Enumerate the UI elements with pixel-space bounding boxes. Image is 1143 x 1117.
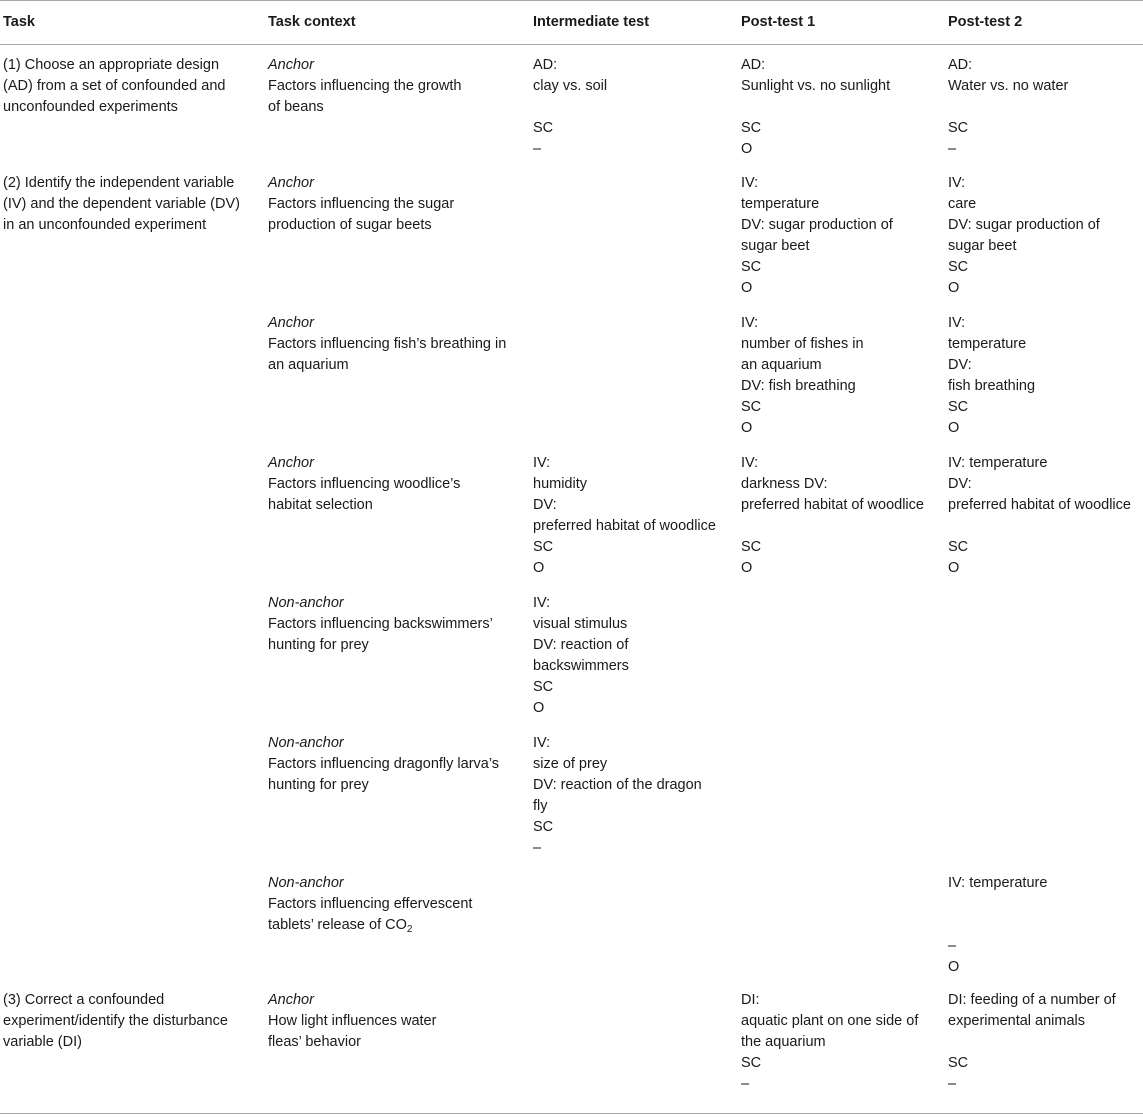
post-test-2-line — [948, 97, 1068, 118]
post-test-2-line: DV: sugar production of — [948, 217, 1100, 233]
cell-post-test-1 — [741, 313, 864, 439]
cell-post-test-2 — [948, 453, 1131, 579]
post-test-1-line: sugar beet — [741, 238, 810, 254]
cell-task — [3, 173, 240, 236]
post-test-2-line: IV: temperature — [948, 875, 1048, 891]
cell-post-test-2 — [948, 313, 1035, 439]
context-line — [268, 495, 460, 516]
intermediate-test-line: DV: reaction of the dragon — [533, 777, 702, 793]
cell-task-context — [268, 593, 493, 656]
context-line — [268, 97, 461, 118]
context-line — [268, 775, 499, 796]
header-post-test-1: Post-test 1 — [741, 14, 816, 30]
context-text: Factors influencing the growth — [268, 78, 462, 94]
intermediate-test-line: – — [533, 141, 542, 157]
task-line: in an unconfounded experiment — [3, 217, 207, 233]
post-test-2-line: Water vs. no water — [948, 78, 1069, 94]
post-test-1-line: darkness DV: — [741, 476, 828, 492]
post-test-2-line — [948, 1032, 1116, 1053]
intermediate-test-line: IV: — [533, 455, 551, 471]
context-text: Factors influencing dragonfly larva’s — [268, 756, 500, 772]
cell-post-test-2 — [948, 873, 1047, 978]
cell-task-context — [268, 990, 436, 1053]
post-test-2-line: – — [948, 938, 957, 954]
cell-intermediate-test — [533, 593, 629, 719]
header-task-context: Task context — [268, 14, 356, 30]
post-test-2-line: O — [948, 959, 960, 975]
context-line — [268, 334, 506, 355]
intermediate-test-line: O — [533, 700, 545, 716]
post-test-2-line: IV: — [948, 315, 966, 331]
intermediate-test-line: SC — [533, 679, 554, 695]
post-test-1-line — [741, 97, 890, 118]
cell-intermediate-test — [533, 733, 702, 859]
intermediate-test-line: DV: reaction of — [533, 637, 629, 653]
context-text: fleas’ behavior — [268, 1034, 361, 1050]
post-test-2-line — [948, 915, 1047, 936]
cell-task-context — [268, 173, 454, 236]
context-text: Factors influencing woodlice’s — [268, 476, 461, 492]
context-text: habitat selection — [268, 497, 373, 513]
context-line — [268, 894, 472, 915]
post-test-1-line: IV: — [741, 315, 759, 331]
context-text: Factors influencing the sugar — [268, 196, 455, 212]
post-test-1-line: AD: — [741, 57, 766, 73]
context-text: How light influences water — [268, 1013, 437, 1029]
context-text: Factors influencing effervescent — [268, 896, 473, 912]
task-line: (AD) from a set of confounded and — [3, 78, 226, 94]
cell-task-context — [268, 313, 506, 376]
post-test-1-line: O — [741, 560, 753, 576]
context-text: tablets’ release of CO — [268, 917, 407, 933]
post-test-2-line: SC — [948, 1055, 969, 1071]
post-test-1-line: DI: — [741, 992, 760, 1008]
task-line: variable (DI) — [3, 1034, 82, 1050]
intermediate-test-line: IV: — [533, 735, 551, 751]
post-test-1-line: IV: — [741, 175, 759, 191]
post-test-1-line: temperature — [741, 196, 820, 212]
post-test-2-line: SC — [948, 399, 969, 415]
post-test-1-line: O — [741, 420, 753, 436]
context-line — [268, 355, 506, 376]
table-bottom-rule — [0, 1113, 1143, 1114]
cell-post-test-2 — [948, 173, 1100, 299]
intermediate-test-line: humidity — [533, 476, 587, 492]
post-test-2-line: sugar beet — [948, 238, 1017, 254]
task-line: (IV) and the dependent variable (DV) — [3, 196, 240, 212]
post-test-1-line: Sunlight vs. no sunlight — [741, 78, 891, 94]
post-test-1-line: SC — [741, 399, 762, 415]
context-text: Factors influencing backswimmers’ — [268, 616, 493, 632]
post-test-1-line: SC — [741, 1055, 762, 1071]
context-line — [268, 474, 460, 495]
cell-post-test-2 — [948, 990, 1116, 1095]
post-test-2-line: – — [948, 141, 957, 157]
context-line — [268, 754, 499, 775]
context-anchor-label: Anchor — [268, 455, 314, 471]
table-top-rule — [0, 0, 1143, 1]
task-line: experiment/identify the disturbance — [3, 1013, 228, 1029]
post-test-1-line — [741, 516, 924, 537]
post-test-2-line: O — [948, 560, 960, 576]
post-test-1-line: an aquarium — [741, 357, 822, 373]
post-test-1-line: O — [741, 280, 753, 296]
post-test-2-line: AD: — [948, 57, 973, 73]
post-test-2-line: temperature — [948, 336, 1027, 352]
context-line — [268, 76, 461, 97]
context-line — [268, 1032, 436, 1053]
cell-post-test-1 — [741, 55, 890, 160]
post-test-2-line: care — [948, 196, 977, 212]
intermediate-test-line: clay vs. soil — [533, 78, 608, 94]
intermediate-test-line: preferred habitat of woodlice — [533, 518, 716, 534]
post-test-1-line: number of fishes in — [741, 336, 864, 352]
post-test-1-line: SC — [741, 539, 762, 555]
cell-post-test-1 — [741, 453, 924, 579]
intermediate-test-line — [533, 97, 607, 118]
cell-post-test-2 — [948, 55, 1068, 160]
context-anchor-label: Non-anchor — [268, 875, 344, 891]
context-anchor-label: Anchor — [268, 315, 314, 331]
cell-post-test-1 — [741, 173, 893, 299]
post-test-1-line: SC — [741, 259, 762, 275]
cell-task-context — [268, 453, 460, 516]
post-test-2-line: experimental animals — [948, 1013, 1086, 1029]
post-test-1-line: DV: sugar production of — [741, 217, 893, 233]
context-text: hunting for prey — [268, 777, 369, 793]
intermediate-test-line: fly — [533, 798, 548, 814]
header-intermediate-test: Intermediate test — [533, 14, 650, 30]
post-test-2-line: preferred habitat of woodlice — [948, 497, 1131, 513]
post-test-2-line: fish breathing — [948, 378, 1036, 394]
co2-subscript: 2 — [406, 924, 413, 935]
context-line — [268, 635, 493, 656]
post-test-1-line: – — [741, 1076, 750, 1092]
context-line — [268, 194, 454, 215]
post-test-1-line: preferred habitat of woodlice — [741, 497, 924, 513]
post-test-2-line: IV: temperature — [948, 455, 1048, 471]
context-anchor-label: Anchor — [268, 992, 314, 1008]
context-text: an aquarium — [268, 357, 349, 373]
post-test-2-line: – — [948, 1076, 957, 1092]
post-test-2-line — [948, 516, 1131, 537]
post-test-2-line: SC — [948, 120, 969, 136]
cell-intermediate-test — [533, 55, 607, 160]
intermediate-test-line: – — [533, 840, 542, 856]
post-test-2-line: DI: feeding of a number of — [948, 992, 1116, 1008]
context-text: of beans — [268, 99, 324, 115]
cell-task-context — [268, 55, 461, 118]
post-test-2-line: DV: — [948, 476, 972, 492]
intermediate-test-line: size of prey — [533, 756, 608, 772]
post-test-1-line: the aquarium — [741, 1034, 826, 1050]
context-text: hunting for prey — [268, 637, 369, 653]
intermediate-test-line: IV: — [533, 595, 551, 611]
intermediate-test-line: AD: — [533, 57, 558, 73]
intermediate-test-line: DV: — [533, 497, 557, 513]
intermediate-test-line: SC — [533, 539, 554, 555]
task-line: unconfounded experiments — [3, 99, 178, 115]
post-test-2-line — [948, 894, 1047, 915]
intermediate-test-line: SC — [533, 120, 554, 136]
cell-intermediate-test — [533, 453, 716, 579]
cell-task — [3, 990, 228, 1053]
context-anchor-label: Anchor — [268, 175, 314, 191]
context-line — [268, 915, 472, 936]
cell-task-context — [268, 733, 499, 796]
post-test-2-line: SC — [948, 259, 969, 275]
context-text: production of sugar beets — [268, 217, 432, 233]
task-line: (3) Correct a confounded — [3, 992, 165, 1008]
post-test-2-line: SC — [948, 539, 969, 555]
intermediate-test-line: visual stimulus — [533, 616, 628, 632]
task-line: (1) Choose an appropriate design — [3, 57, 220, 73]
context-anchor-label: Non-anchor — [268, 735, 344, 751]
context-line — [268, 215, 454, 236]
intermediate-test-line: SC — [533, 819, 554, 835]
post-test-2-line: O — [948, 420, 960, 436]
intermediate-test-line: O — [533, 560, 545, 576]
post-test-2-line: IV: — [948, 175, 966, 191]
post-test-2-line: DV: — [948, 357, 972, 373]
task-line: (2) Identify the independent variable — [3, 175, 235, 191]
post-test-1-line: aquatic plant on one side of — [741, 1013, 919, 1029]
cell-task — [3, 55, 225, 118]
intermediate-test-line: backswimmers — [533, 658, 629, 674]
context-anchor-label: Anchor — [268, 57, 314, 73]
post-test-1-line: IV: — [741, 455, 759, 471]
header-post-test-2: Post-test 2 — [948, 14, 1023, 30]
post-test-1-line: O — [741, 141, 753, 157]
context-text: Factors influencing fish’s breathing in — [268, 336, 507, 352]
context-line — [268, 1011, 436, 1032]
post-test-1-line: DV: fish breathing — [741, 378, 856, 394]
context-line — [268, 614, 493, 635]
context-anchor-label: Non-anchor — [268, 595, 344, 611]
post-test-2-line: O — [948, 280, 960, 296]
cell-post-test-1 — [741, 990, 918, 1095]
post-test-1-line: SC — [741, 120, 762, 136]
header-rule — [0, 44, 1143, 45]
header-task: Task — [3, 14, 35, 30]
cell-task-context — [268, 873, 472, 936]
